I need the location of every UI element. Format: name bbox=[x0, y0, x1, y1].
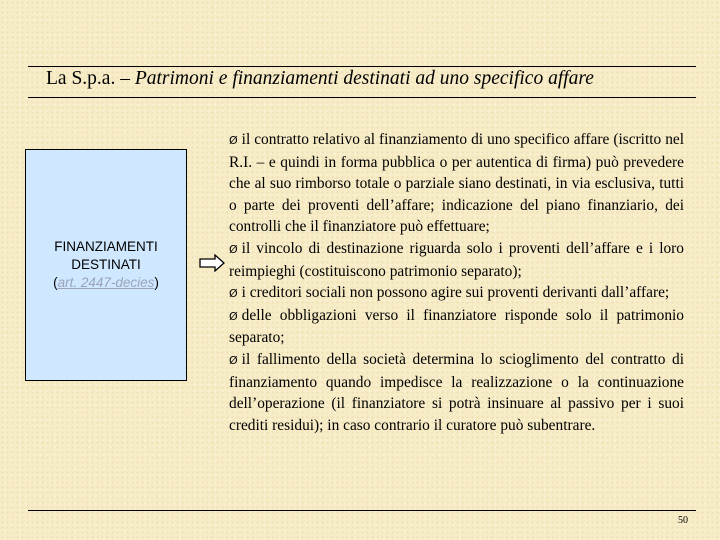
arrowhead-bullet-icon: Ø bbox=[229, 353, 238, 367]
bullet-text: delle obbligazioni verso il finanziatore risponde solo il patrimonio separato; bbox=[229, 306, 684, 347]
page-title bbox=[46, 68, 594, 90]
bullet-text: il vincolo di destinazione riguarda solo i proventi dell’affare e i loro reimpieghi (costituiscono patrimonio separato); bbox=[229, 239, 684, 280]
bullet-item bbox=[229, 282, 684, 305]
bullet-item bbox=[229, 129, 684, 238]
footer-rule bbox=[28, 510, 696, 511]
title-bottom-rule bbox=[28, 97, 696, 98]
paren-open: ( bbox=[53, 275, 58, 290]
page-number: 50 bbox=[678, 515, 688, 526]
box-line-2: DESTINATI bbox=[71, 257, 141, 272]
finanziamenti-box bbox=[25, 149, 187, 381]
arrowhead-bullet-icon: Ø bbox=[229, 309, 238, 323]
arrowhead-bullet-icon: Ø bbox=[229, 134, 238, 147]
bullet-item bbox=[229, 349, 684, 436]
box-reference bbox=[53, 274, 159, 292]
article-link[interactable]: art. 2447-decies bbox=[57, 275, 155, 290]
title-lead: La S.p.a. – bbox=[46, 68, 135, 89]
paren-close: ) bbox=[154, 275, 159, 290]
bullet-item bbox=[229, 238, 684, 282]
bullet-list bbox=[229, 129, 684, 436]
title-top-rule bbox=[28, 66, 696, 67]
bullet-text: i creditori sociali non possono agire sui proventi derivanti dall’affare; bbox=[241, 284, 670, 302]
arrowhead-bullet-icon: Ø bbox=[229, 287, 238, 301]
arrowhead-bullet-icon: Ø bbox=[229, 242, 238, 256]
bullet-item bbox=[229, 305, 684, 349]
right-arrow-icon bbox=[199, 254, 225, 272]
bullet-text: il contratto relativo al finanziamento di uno specifico affare (iscritto nel R.I. – e quindi in forma pubblica o per autentica di firma) può prevedere che al suo rimborso totale o parziale siano destinati, in via esclusiva, tutti o parte dei proventi dell’affare; indicazione del piano finanziario, dei controlli che il finanziatore può effettuare; bbox=[229, 131, 684, 236]
title-italic: Patrimoni e finanziamenti destinati ad uno specifico affare bbox=[134, 68, 594, 89]
bullet-text: il fallimento della società determina lo scioglimento del contratto di finanziamento quando impedisce la realizzazione o la continuazione dell’operazione (il finanziatore si potrà insinuare al passivo per i suoi crediti residui); in caso contrario il curatore può subentrare. bbox=[229, 350, 684, 434]
box-line-1: FINANZIAMENTI bbox=[54, 239, 158, 254]
